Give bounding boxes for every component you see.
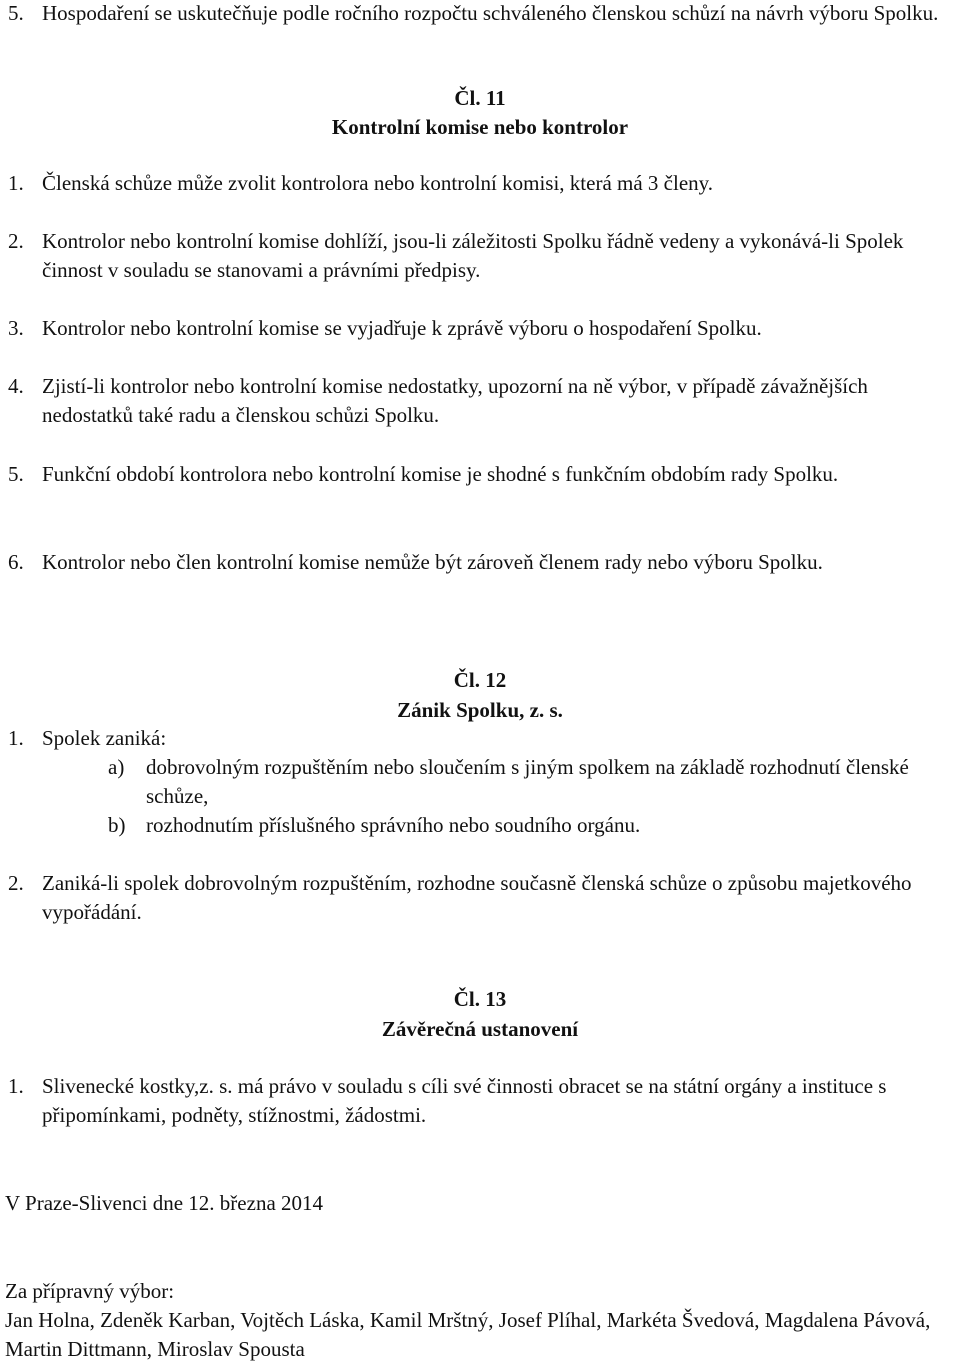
item-text: Hospodaření se uskutečňuje podle ročního rozpočtu schváleného členskou schůzí na návrh výboru Spolku. bbox=[42, 1, 939, 25]
committee-label: Za přípravný výbor: bbox=[5, 1279, 175, 1303]
subitem-text: dobrovolným rozpuštěním nebo sloučením s jiným spolkem na základě rozhodnutí členské schůze, bbox=[146, 755, 909, 808]
item-text: Kontrolor nebo člen kontrolní komise nemůže být zároveň členem rady nebo výboru Spolku. bbox=[42, 550, 823, 574]
article-11-number: Čl. 11 bbox=[454, 86, 506, 110]
item-number: 2. bbox=[8, 871, 24, 895]
item-text: Kontrolor nebo kontrolní komise dohlíží, jsou-li záležitosti Spolku řádně vedeny a vykonává-li Spolek činnost v souladu se stanovami a právními předpisy. bbox=[42, 229, 904, 282]
item-text: Členská schůze může zvolit kontrolora nebo kontrolní komisi, která má 3 členy. bbox=[42, 171, 714, 195]
article-13-number: Čl. 13 bbox=[453, 987, 507, 1011]
art11-item-2 bbox=[8, 227, 948, 285]
item-text: Spolek zaniká: bbox=[42, 726, 167, 750]
item-number: 5. bbox=[8, 462, 24, 486]
subitem-label: a) bbox=[108, 755, 125, 779]
article-12-title: Zánik Spolku, z. s. bbox=[397, 698, 563, 722]
art11-item-3 bbox=[8, 314, 948, 343]
art11-item-5 bbox=[8, 460, 948, 489]
art12-subitem-a bbox=[108, 753, 948, 811]
art11-item-1 bbox=[8, 169, 948, 198]
item-text: Zaniká-li spolek dobrovolným rozpuštěním, rozhodne současně členská schůze o způsobu majetkového vypořádání. bbox=[42, 871, 912, 924]
item-number: 2. bbox=[8, 229, 24, 253]
item-number: 1. bbox=[8, 171, 24, 195]
paragraph-item bbox=[8, 0, 948, 28]
place-and-date: V Praze-Slivenci dne 12. března 2014 bbox=[5, 1191, 324, 1215]
article-11-title: Kontrolní komise nebo kontrolor bbox=[331, 115, 629, 139]
art11-item-6 bbox=[8, 548, 948, 577]
subitem-label: b) bbox=[108, 813, 126, 837]
item-number: 1. bbox=[8, 1074, 24, 1098]
item-text: Funkční období kontrolora nebo kontrolní komise je shodné s funkčním obdobím rady Spolku. bbox=[42, 462, 839, 486]
art12-item-2 bbox=[8, 869, 948, 927]
item-number: 6. bbox=[8, 550, 24, 574]
art12-subitem-b bbox=[108, 811, 948, 840]
art11-item-4 bbox=[8, 372, 948, 430]
art13-item-1 bbox=[8, 1072, 948, 1130]
item-number: 4. bbox=[8, 374, 24, 398]
item-text: Slivenecké kostky,z. s. má právo v souladu s cíli své činnosti obracet se na státní orgány a instituce s připomínkami, podněty, stížnostmi, žádostmi. bbox=[42, 1074, 887, 1127]
item-number: 5. bbox=[8, 1, 24, 25]
committee-names: Jan Holna, Zdeněk Karban, Vojtěch Láska, Kamil Mrštný, Josef Plíhal, Markéta Švedová, Magdalena Pávová, Martin Dittmann, Miroslav Spousta bbox=[5, 1308, 931, 1361]
item-number: 1. bbox=[8, 726, 24, 750]
article-13-title: Závěrečná ustanovení bbox=[381, 1017, 579, 1041]
article-12-number: Čl. 12 bbox=[453, 668, 507, 692]
item-text: Zjistí-li kontrolor nebo kontrolní komise nedostatky, upozorní na ně výbor, v případě závažnějších nedostatků také radu a členskou schůzi Spolku. bbox=[42, 374, 868, 427]
art12-item-1 bbox=[8, 724, 948, 753]
item-number: 3. bbox=[8, 316, 24, 340]
subitem-text: rozhodnutím příslušného správního nebo soudního orgánu. bbox=[146, 813, 641, 837]
item-text: Kontrolor nebo kontrolní komise se vyjadřuje k zprávě výboru o hospodaření Spolku. bbox=[42, 316, 762, 340]
